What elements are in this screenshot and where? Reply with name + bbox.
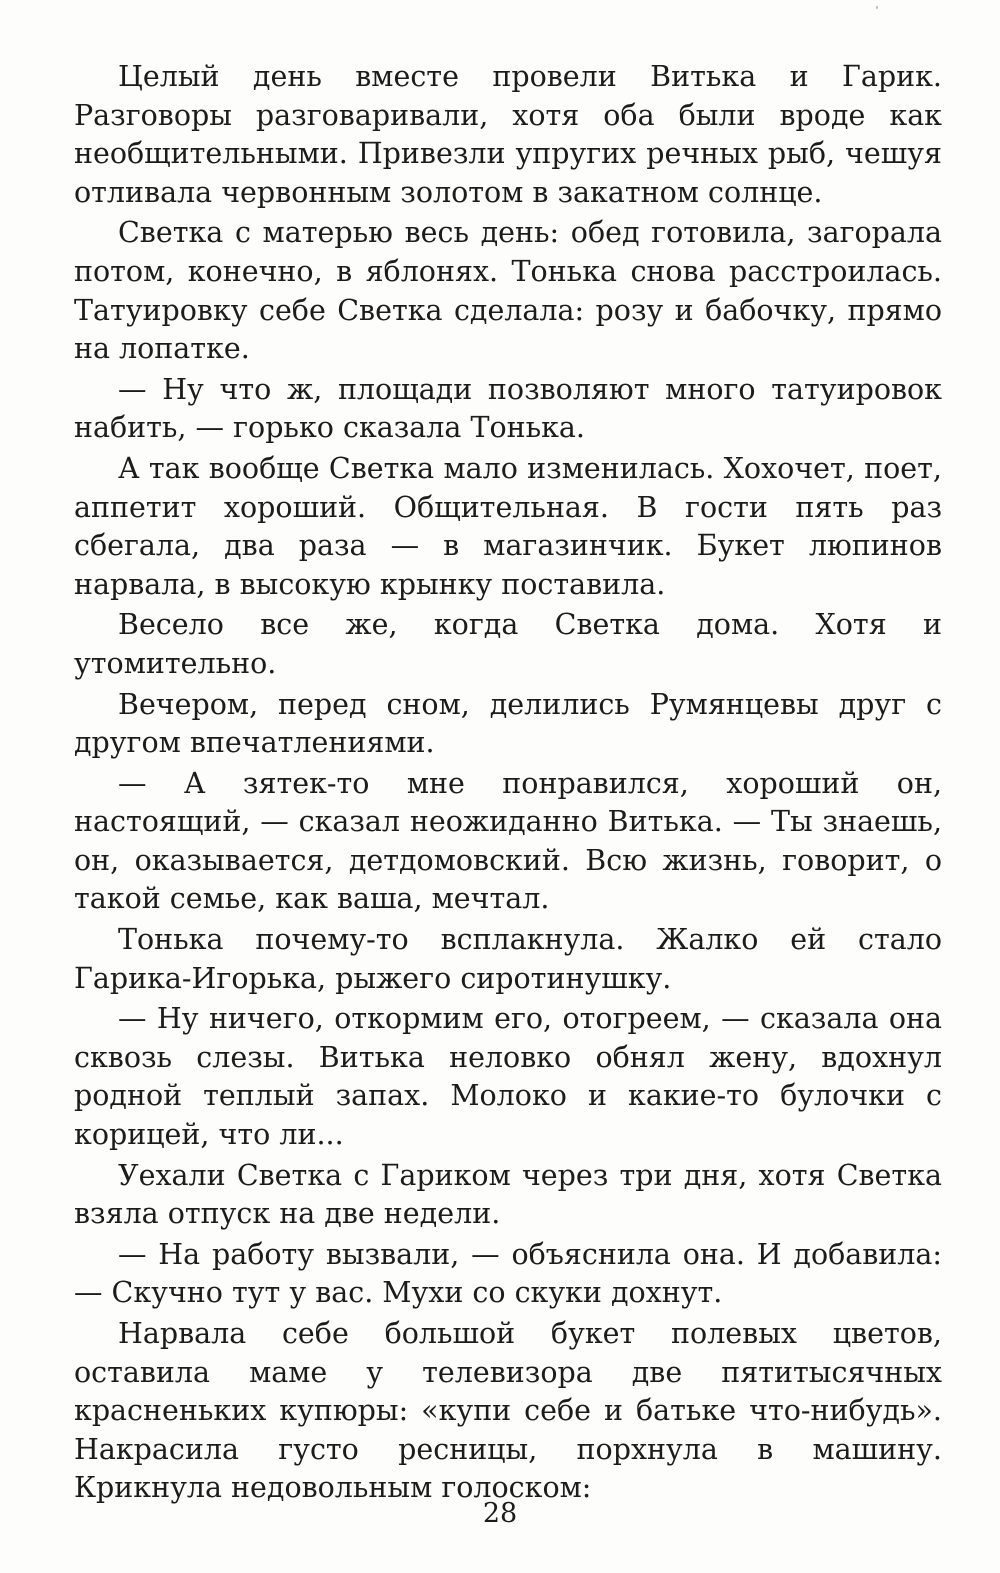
paragraph: — Ну ничего, откормим его, отогреем, — сказала она сквозь слезы. Витька неловко обнял жену, вдохнул родной теплый запах. Молоко и какие-то булочки с корицей, что ли... [74, 1002, 942, 1152]
paragraph: Весело все же, когда Светка дома. Хотя и утомительно. [74, 608, 942, 680]
body-text [74, 58, 942, 1510]
paragraph: Тонька почему-то всплакнула. Жалко ей стало Гарика-Игорька, рыжего сиротинушку. [74, 923, 942, 995]
paragraph: — Ну что ж, площади позволяют много татуировок набить, — горько сказала Тонька. [74, 372, 942, 445]
paragraph: Нарвала себе большой букет полевых цветов, оставила маме у телевизора две пятитысячных красненьких купюры: «купи себе и батьке что-нибудь». Накрасила густо ресницы, порхнула в машину. Крикнула недовольным голоском: [74, 1317, 942, 1505]
paragraph: А так вообще Светка мало изменилась. Хохочет, поет, аппетит хороший. Общительная. В гости пять раз сбегала, два раза — в магазинчик. Букет люпинов нарвала, в высокую крынку поставила. [74, 451, 942, 601]
paragraph: Уехали Светка с Гариком через три дня, хотя Светка взяла отпуск на две недели. [74, 1158, 942, 1231]
page-number: 28 [482, 1498, 518, 1529]
paragraph: — А зятек-то мне понравился, хороший он, настоящий, — сказал неожиданно Витька. — Ты знаешь, он, оказывается, детдомовский. Всю жизнь, говорит, о такой семье, как ваша, мечтал. [74, 766, 942, 916]
paragraph: — На работу вызвали, — объяснила она. И добавила: — Скучно тут у вас. Мухи со скуки дохнут. [74, 1237, 942, 1310]
paragraph: Светка с матерью весь день: обед готовила, загорала потом, конечно, в яблонях. Тонька снова расстроилась. Татуировку себе Светка сделала: розу и бабочку, прямо на лопатке. [74, 216, 942, 366]
paragraph: Вечером, перед сном, делились Румянцевы друг с другом впечатлениями. [74, 687, 942, 760]
paper-speck [876, 6, 878, 9]
paragraph: Целый день вместе провели Витька и Гарик. Разговоры разговаривали, хотя оба были вроде как необщительными. Привезли упругих речных рыб, чешуя отливала червонным золотом в закатном солнце. [74, 60, 942, 209]
